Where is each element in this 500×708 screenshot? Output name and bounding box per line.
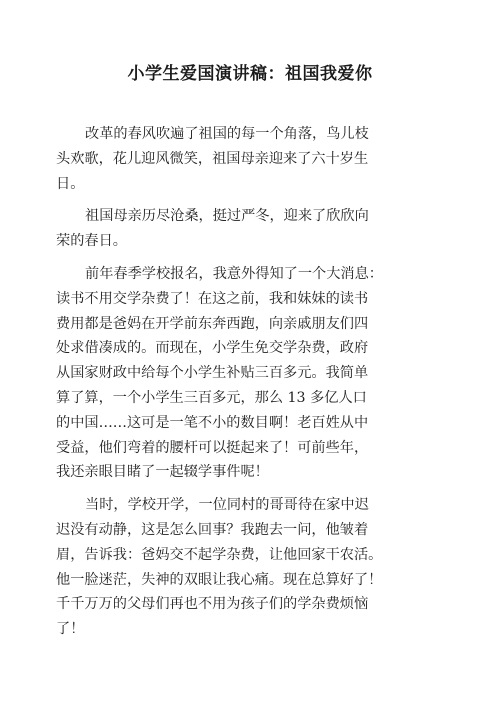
text-line: 当时，学校开学，一位同村的哥哥待在家中迟 bbox=[85, 497, 369, 514]
text-line: 的中国……这可是一笔不小的数目啊！老百姓从中 bbox=[56, 414, 369, 431]
paragraph bbox=[56, 122, 448, 196]
text-line: 日。 bbox=[56, 175, 85, 192]
text-line: 我还亲眼目睹了一起辍学事件呢！ bbox=[56, 464, 269, 481]
text-line: 千千万万的父母们再也不用为孩子们的学杂费烦恼 bbox=[56, 596, 369, 613]
text-line: 费用都是爸妈在开学前东奔西跑，向亲戚朋友们四 bbox=[56, 315, 369, 332]
text-line: 荣的春日。 bbox=[56, 233, 127, 250]
text-line: 改革的春风吹遍了祖国的每一个角落，鸟儿枝 bbox=[85, 126, 369, 142]
paragraph bbox=[56, 204, 448, 254]
paragraph bbox=[56, 493, 448, 642]
document-body bbox=[56, 122, 448, 642]
text-line: 祖国母亲历尽沧桑，挺过严冬，迎来了欣欣向 bbox=[85, 208, 369, 225]
text-line: 受益，他们弯着的腰杆可以挺起来了！可前些年， bbox=[56, 439, 369, 456]
document-title: 小学生爱国演讲稿：祖国我爱你 bbox=[127, 64, 373, 84]
text-line: 算了算，一个小学生三百多元，那么 13 多亿人口 bbox=[56, 389, 367, 406]
text-line: 读书不用交学杂费了！在这之前，我和妹妹的读书 bbox=[56, 290, 369, 307]
text-line: 了！ bbox=[56, 621, 85, 638]
text-line: 眉，告诉我：爸妈交不起学杂费，让他回家干农活。 bbox=[56, 546, 383, 563]
text-line: 头欢歌，花儿迎风微笑，祖国母亲迎来了六十岁生 bbox=[56, 150, 369, 167]
paragraph bbox=[56, 262, 448, 485]
text-line: 迟没有动静，这是怎么回事？我跑去一问，他皱着 bbox=[56, 521, 369, 538]
text-line: 从国家财政中给每个小学生补贴三百多元。我简单 bbox=[56, 365, 369, 382]
text-line: 他一脸迷茫，失神的双眼让我心痛。现在总算好了！ bbox=[56, 571, 383, 588]
text-line: 处求借凑成的。而现在，小学生免交学杂费，政府 bbox=[56, 340, 369, 357]
text-line: 前年春季学校报名，我意外得知了一个大消息： bbox=[85, 265, 383, 282]
